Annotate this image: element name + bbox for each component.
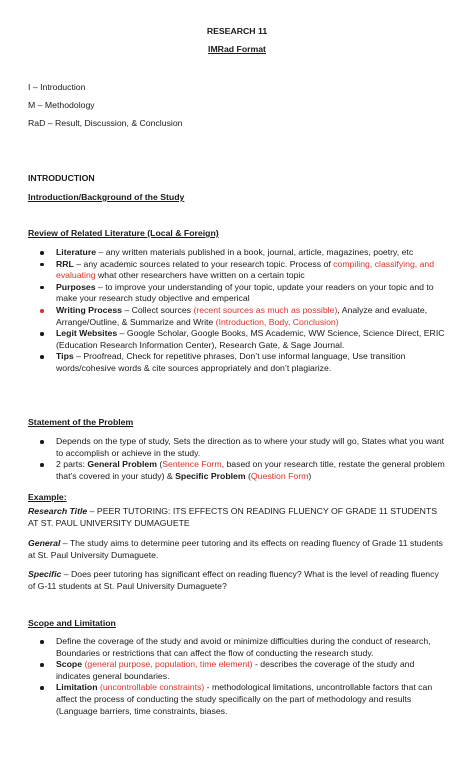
rrl-text: – any written materials published in a book, journal, article, magazines, poetry, etc [96,247,414,257]
sop-text: 2 parts: [56,459,88,470]
rrl-item-writing-process [56,305,446,328]
sop-highlight: Question Form [250,470,309,481]
rrl-list [28,247,446,375]
example-text: – Does peer tutoring has significant effect on reading fluency? What is the level of reading fluency of G-11 students at St. Paul University Dumaguete? [28,569,439,591]
rrl-text: what other researchers have written on a certain topic [95,270,305,281]
rrl-highlight: (Introduction, Body, Conclusion) [215,316,339,327]
scope-highlight: (general purpose, population, time element) [84,659,253,670]
rrl-highlight: (recent sources as much as possible) [193,304,338,315]
rrl-text: – Collect sources [121,304,194,315]
sop-text: ( [156,459,163,470]
scope-term: Scope [56,659,83,670]
example-text: – The study aims to determine peer tutoring and its effects on reading fluency of Grade 11 students at St. Paul University Dumaguete. [28,538,443,560]
rrl-heading: Review of Related Literature (Local & Foreign) [28,228,219,238]
rrl-item-purposes [56,282,446,305]
rrl-text: , Analyze and evaluate, Arrange/Outline, & Summarize and Write [56,304,428,327]
rrl-term: Literature [56,247,97,257]
rrl-item-tips [56,351,446,374]
sop-list [28,436,446,482]
rrl-text: – Google Scholar, Google Books, MS Academic, WW Science, Science Direct, ERIC (Education Research Information Center), Research Gate, & Sage Journal. [56,328,445,350]
example-label: Specific [28,569,62,579]
rrl-term: Purposes [56,281,96,292]
scope-text: - methodological limitations, uncontrollable factors that can affect the process of conducting the study specifically on the part of methodology and results (Language barriers, time constraints, biases. [56,682,433,716]
sop-text: , based on your research title, restate the general problem that’s covered in your study) & [56,459,445,481]
imrad-item-methodology: M – Methodology [28,100,95,111]
rrl-text: – to improve your understanding of your topic, update your readers on your topic and to make your research study objective and emperical [56,281,434,304]
scope-list [28,636,446,717]
scope-heading: Scope and Limitation [28,618,116,628]
rrl-term: Tips [56,351,74,362]
example-heading: Example: [28,492,67,502]
sop-term: Specific Problem [175,470,246,481]
example-general [28,538,446,561]
scope-item-coverage: Define the coverage of the study and avoid or minimize difficulties during the conduct of research, Boundaries or restrictions that can affect the flow of conducting the research study. [56,636,446,659]
sop-text: ) [308,470,312,481]
sop-highlight: Sentence Form [162,459,222,470]
scope-highlight: (uncontrollable constraints) [99,682,205,693]
document-title: RESEARCH 11 [206,26,268,36]
background-heading: Introduction/Background of the Study [28,192,185,202]
rrl-highlight: compiling, classifying, and evaluating [56,258,435,281]
imrad-item-rad: RaD – Result, Discussion, & Conclusion [28,118,183,129]
example-specific [28,569,446,592]
rrl-text: – Proofread, Check for repetitive phrases, Don’t use informal language, Use transition words/cohesive words & cite sources appropriately and don’t plagiarize. [56,351,406,373]
sop-text: ( [245,470,251,481]
rrl-text: – any academic sources related to your research topic. Process of [73,258,334,269]
rrl-term: Writing Process [56,304,122,315]
rrl-item-rrl [56,259,446,282]
scope-term: Limitation [56,682,98,693]
imrad-list [28,82,446,130]
imrad-item-introduction: I – Introduction [28,82,86,92]
introduction-heading: INTRODUCTION [28,173,95,183]
scope-text: - describes the coverage of the study and indicates general boundaries. [56,659,415,681]
example-research-title [28,506,446,529]
sop-item-parts [56,459,446,482]
scope-item-scope [56,659,446,682]
example-text: – PEER TUTORING: ITS EFFECTS ON READING FLUENCY OF GRADE 11 STUDENTS AT ST. PAUL UNIVERSITY DUMAGUETE [28,506,438,528]
example-label: Research Title [28,506,88,516]
example-label: General [28,538,61,548]
sop-heading: Statement of the Problem [28,417,134,427]
rrl-item-literature [56,247,446,259]
sop-term: General Problem [87,459,157,470]
rrl-term: Legit Websites [56,328,118,339]
scope-item-limitation [56,682,446,717]
sop-item-direction: Depends on the type of study, Sets the direction as to where your study will go, States what you want to accomplish or achieve in the study. [56,436,445,458]
document-subtitle: IMRad Format [208,44,266,54]
rrl-term: RRL [56,258,74,269]
rrl-item-legit-websites [56,328,446,351]
